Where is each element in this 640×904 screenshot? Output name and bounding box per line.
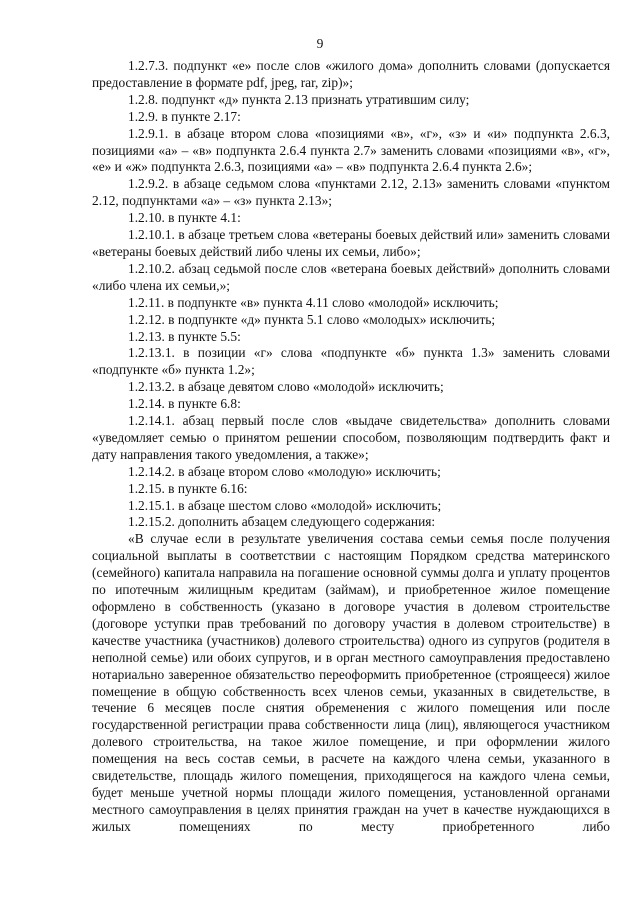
paragraph: 1.2.15.1. в абзаце шестом слово «молодой» исключить; <box>128 497 442 513</box>
paragraph: 1.2.14. в пункте 6.8: <box>128 396 241 412</box>
paragraph: 1.2.9.1. в абзаце втором слова «позициями «в», «г», «з» и «и» подпункта 2.6.3, позициями «а» – «в» подпункта 2.6.4 пункта 2.7» заменить словами «позициями «в», «г», «е» и «ж» подпункта 2.6.3, позициями «а» – «в» подпункта 2.6.4 пункта 2.6»; <box>92 125 610 175</box>
paragraph: 1.2.9.2. в абзаце седьмом слова «пунктами 2.12, 2.13» заменить словами «пунктом 2.12, подпунктами «а» – «з» пункта 2.13»; <box>92 176 610 209</box>
paragraph: 1.2.10.1. в абзаце третьем слова «ветераны боевых действий или» заменить словами «ветераны боевых действий либо члены их семьи, либо»; <box>92 227 610 259</box>
paragraph: 1.2.13.1. в позиции «г» слова «подпункте «б» пункта 1.3» заменить словами «подпункте «б» пункта 1.2»; <box>92 345 610 378</box>
paragraph: 1.2.8. подпункт «д» пункта 2.13 признать утратившим силу; <box>128 91 470 107</box>
paragraph: 1.2.15. в пункте 6.16: <box>128 480 248 496</box>
paragraph: 1.2.11. в подпункте «в» пункта 4.11 слово «молодой» исключить; <box>128 294 499 310</box>
document-body <box>92 58 610 836</box>
paragraph: 1.2.13.2. в абзаце девятом слово «молодой» исключить; <box>128 379 444 395</box>
page-number: 9 <box>316 36 324 51</box>
paragraph: 1.2.10.2. абзац седьмой после слов «ветерана боевых действий» дополнить словами «либо члена их семьи,»; <box>92 260 610 293</box>
paragraph: 1.2.14.2. в абзаце втором слово «молодую» исключить; <box>128 463 441 479</box>
paragraph: 1.2.14.1. абзац первый после слов «выдаче свидетельства» дополнить словами «уведомляет семью о принятом решении способом, позволяющим подтвердить факт и дату направления такого уведомления, а также»; <box>92 413 610 462</box>
paragraph: 1.2.13. в пункте 5.5: <box>128 328 241 344</box>
paragraph: 1.2.10. в пункте 4.1: <box>128 210 241 226</box>
paragraph: 1.2.7.3. подпункт «е» после слов «жилого дома» дополнить словами (допускается предоставление в формате pdf, jpeg, rar, zip)»; <box>92 58 610 90</box>
paragraph: 1.2.9. в пункте 2.17: <box>128 108 241 124</box>
paragraph: «В случае если в результате увеличения состава семьи семья после получения социальной выплаты в соответствии с настоящим Порядком средства материнского (семейного) капитала направила на погашение основной суммы долга и уплату процентов по ипотечным жилищным кредитам (займам), и приобретенное жилое помещение оформлено в собственность (указано в договоре участия в долевом строительстве (договоре уступки прав требований по договору участия в долевом строительстве) в качестве участника (участников) долевого строительства) одного из супругов (родителя в неполной семье) или обоих супругов, и в орган местного самоуправления предоставлено нотариально заверенное обязательство переоформить приобретенное (строящееся) жилое помещение в общую собственность всех членов семьи, указанных в свидетельстве, в течение 6 месяцев после снятия обременения с жилого помещения или после государственной регистрации права собственности лица (лиц), являющегося участником долевого строительства, на такое жилое помещение, и при оформлении жилого помещения на весь состав семьи, в расчете на каждого члена семьи, указанного в свидетельстве, площадь жилого помещения, приходящегося на каждого члена семьи, будет меньше учетной нормы площади жилого помещения, установленной органами местного самоуправления в целях принятия граждан на учет в качестве нуждающихся в жилых помещениях по месту приобретенного либо <box>92 531 610 834</box>
paragraph: 1.2.12. в подпункте «д» пункта 5.1 слово «молодых» исключить; <box>128 311 496 327</box>
paragraph: 1.2.15.2. дополнить абзацем следующего содержания: <box>128 514 436 530</box>
